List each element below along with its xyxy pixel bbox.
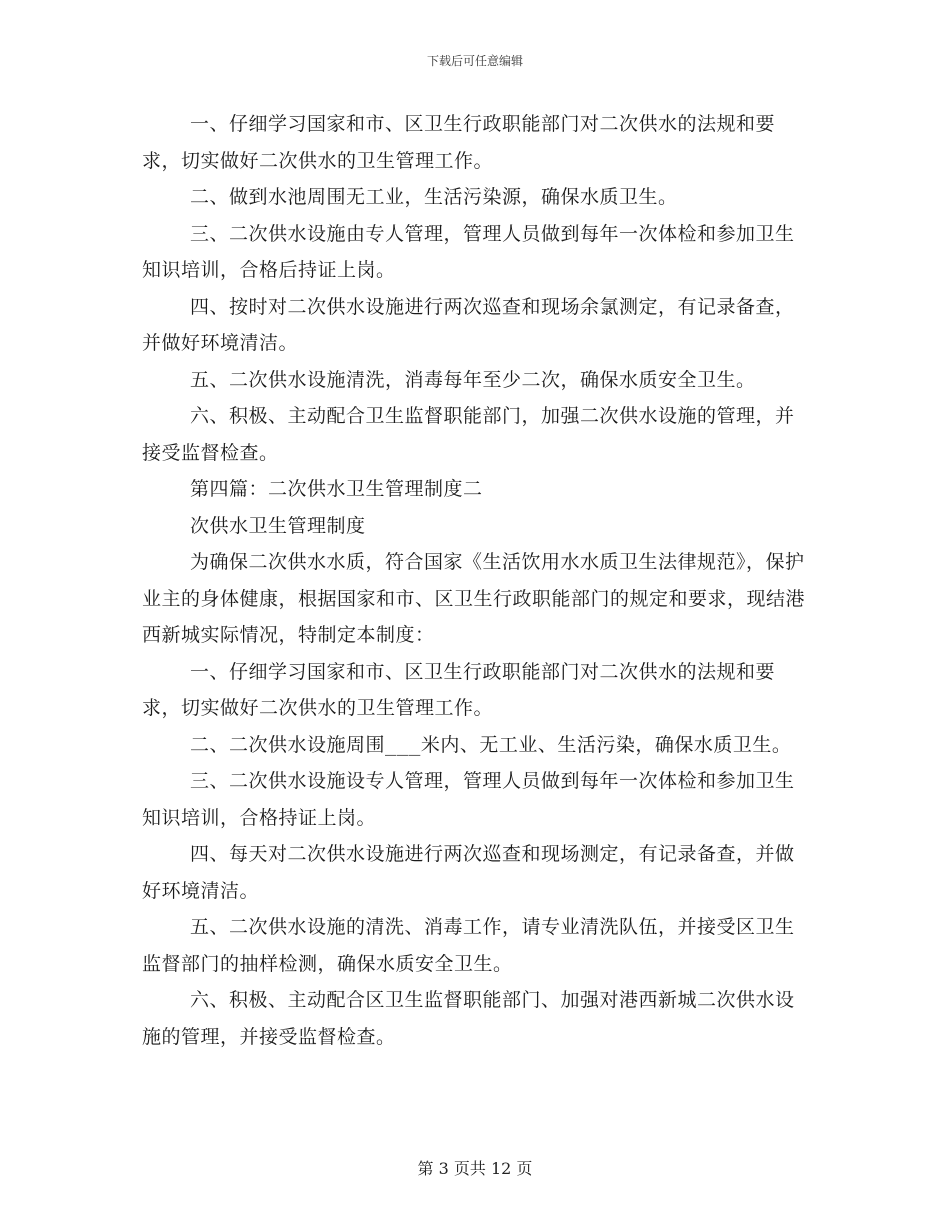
paragraph-3: 三、二次供水设施由专人管理，管理人员做到每年一次体检和参加卫生知识培训，合格后持证上岗。 (142, 222, 795, 281)
paragraph-7: 一、仔细学习国家和市、区卫生行政职能部门对二次供水的法规和要求，切实做好二次供水的卫生管理工作。 (142, 660, 776, 719)
paragraph-4: 四、按时对二次供水设施进行两次巡查和现场余氯测定，有记录备查，并做好环境清洁。 (142, 295, 795, 354)
paragraph-intro: 为确保二次供水水质，符合国家《生活饮用水水质卫生法律规范》，保护业主的身体健康，根据国家和市、区卫生行政职能部门的规定和要求，现结港西新城实际情况，特制定本制度： (142, 551, 806, 646)
paragraph-12: 六、积极、主动配合区卫生监督职能部门、加强对港西新城二次供水设施的管理，并接受监督检查。 (142, 989, 795, 1048)
page-header-note: 下载后可任意编辑 (426, 54, 523, 68)
section-subheading: 次供水卫生管理制度 (190, 514, 366, 537)
paragraph-8: 二、二次供水设施周围___米内、无工业、生活污染，确保水质卫生。 (190, 733, 792, 756)
paragraph-6: 六、积极、主动配合卫生监督职能部门，加强二次供水设施的管理，并接受监督检查。 (142, 405, 795, 464)
paragraph-5: 五、二次供水设施清洗，消毒每年至少二次，确保水质安全卫生。 (190, 368, 756, 391)
paragraph-11: 五、二次供水设施的清洗、消毒工作，请专业清洗队伍，并接受区卫生监督部门的抽样检测，确保水质安全卫生。 (142, 916, 795, 975)
section-heading: 第四篇：二次供水卫生管理制度二 (190, 478, 483, 500)
page-footer-number: 第 3 页共 12 页 (417, 1159, 533, 1178)
paragraph-2: 二、做到水池周围无工业，生活污染源，确保水质卫生。 (190, 186, 678, 208)
paragraph-9: 三、二次供水设施设专人管理，管理人员做到每年一次体检和参加卫生知识培训，合格持证上岗。 (142, 770, 795, 829)
paragraph-1: 一、仔细学习国家和市、区卫生行政职能部门对二次供水的法规和要求，切实做好二次供水的卫生管理工作。 (142, 113, 776, 172)
paragraph-10: 四、每天对二次供水设施进行两次巡查和现场测定，有记录备查，并做好环境清洁。 (142, 843, 795, 902)
document-body (142, 106, 807, 1055)
